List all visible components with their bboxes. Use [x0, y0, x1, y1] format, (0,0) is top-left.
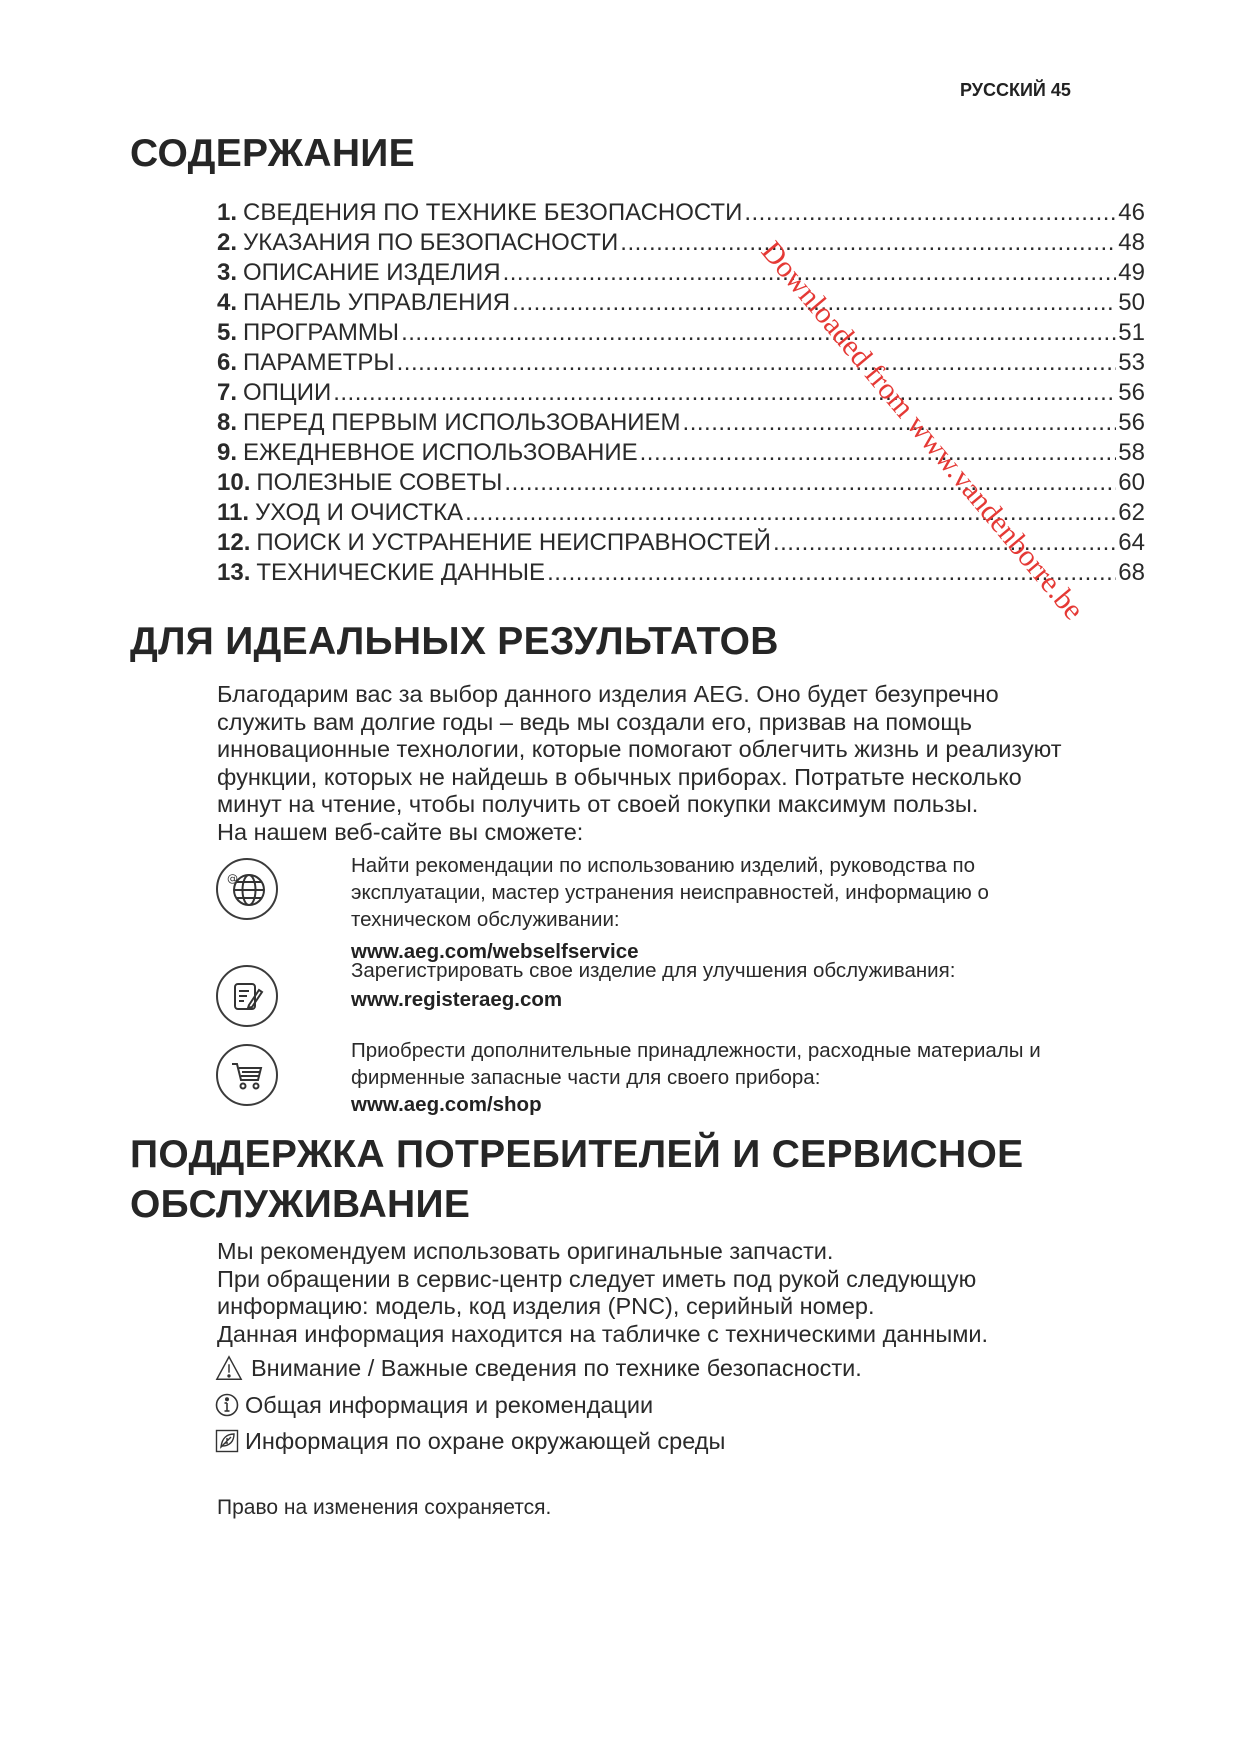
toc-item-title: ТЕХНИЧЕСКИЕ ДАННЫЕ	[256, 559, 546, 586]
table-of-contents	[217, 198, 1145, 588]
cart-icon	[216, 1044, 278, 1106]
toc-leader	[397, 348, 1117, 378]
toc-leader	[504, 468, 1116, 498]
toc-item-title: ПАРАМЕТРЫ	[243, 349, 395, 376]
toc-leader	[401, 318, 1116, 348]
info-icon	[215, 1391, 239, 1419]
toc-item[interactable]: 13. ТЕХНИЧЕСКИЕ ДАННЫЕ ..... 68	[217, 558, 1145, 588]
toc-item-title: ОПИСАНИЕ ИЗДЕЛИЯ	[243, 259, 501, 286]
toc-item-page: 62	[1118, 499, 1145, 526]
web-item-register: Зарегистрировать свое изделие для улучшения обслуживания: www.registeraeg.com	[351, 957, 1141, 1013]
toc-leader	[547, 558, 1116, 588]
toc-item-page: 51	[1118, 319, 1145, 346]
toc-leader	[620, 228, 1116, 258]
toc-item[interactable]: 4. ПАНЕЛЬ УПРАВЛЕНИЯ ..... 50	[217, 288, 1145, 318]
warning-icon	[215, 1354, 243, 1382]
toc-leader	[744, 198, 1116, 228]
toc-item[interactable]: 1. СВЕДЕНИЯ ПО ТЕХНИКЕ БЕЗОПАСНОСТИ ..... 46	[217, 198, 1145, 228]
register-link[interactable]: www.registeraeg.com	[351, 988, 563, 1011]
toc-item-title: ПОЛЕЗНЫЕ СОВЕТЫ	[256, 469, 503, 496]
toc-item[interactable]: 3. ОПИСАНИЕ ИЗДЕЛИЯ ..... 49	[217, 258, 1145, 288]
watermark-text: Downloaded from www.vandenborre.be	[754, 235, 1091, 627]
toc-item-title: ПОИСК И УСТРАНЕНИЕ НЕИСПРАВНОСТЕЙ	[256, 529, 771, 556]
web-item-webselfservice: Найти рекомендации по использованию изделий, руководства по эксплуатации, мастер устранения неисправностей, информацию о техническом обслуживании: www.aeg.com/webselfservice	[351, 852, 1141, 965]
toc-leader	[683, 408, 1117, 438]
toc-item-title: УКАЗАНИЯ ПО БЕЗОПАСНОСТИ	[243, 229, 619, 256]
results-intro: Благодарим вас за выбор данного изделия AEG. Оно будет безупречно служить вам долгие годы – ведь мы создали его, призвав на помощь инновационные технологии, которые помогают облегчить жизнь и реализуют функции, которых не найдешь в обычных приборах. Потратьте несколько минут на чтение, чтобы получить от своей покупки максимум пользы. На нашем веб-сайте вы сможете:	[217, 681, 1062, 845]
toc-item-title: ПАНЕЛЬ УПРАВЛЕНИЯ	[243, 289, 511, 316]
toc-item-title: СВЕДЕНИЯ ПО ТЕХНИКЕ БЕЗОПАСНОСТИ	[243, 199, 743, 226]
toc-title: СОДЕРЖАНИЕ	[130, 132, 415, 175]
toc-item-page: 50	[1118, 289, 1145, 316]
toc-item-title: ЕЖЕДНЕВНОЕ ИСПОЛЬЗОВАНИЕ	[243, 439, 638, 466]
toc-item-page: 60	[1118, 469, 1145, 496]
web-item-shop: Приобрести дополнительные принадлежности, расходные материалы и фирменные запасные части для своего прибора: www.aeg.com/shop	[351, 1037, 1141, 1118]
toc-item[interactable]: 9. ЕЖЕДНЕВНОЕ ИСПОЛЬЗОВАНИЕ ..... 58	[217, 438, 1145, 468]
toc-item[interactable]: 8. ПЕРЕД ПЕРВЫМ ИСПОЛЬЗОВАНИЕМ ..... 56	[217, 408, 1145, 438]
shop-link[interactable]: www.aeg.com/shop	[351, 1093, 542, 1116]
leaf-icon	[215, 1427, 239, 1455]
toc-item[interactable]: 11. УХОД И ОЧИСТКА ..... 62	[217, 498, 1145, 528]
legend-warning: Внимание / Важные сведения по технике безопасности.	[215, 1354, 862, 1382]
support-section-title: ПОДДЕРЖКА ПОТРЕБИТЕЛЕЙ И СЕРВИСНОЕ ОБСЛУЖИВАНИЕ	[130, 1133, 1024, 1226]
results-section-title: ДЛЯ ИДЕАЛЬНЫХ РЕЗУЛЬТАТОВ	[130, 620, 779, 663]
toc-leader	[333, 378, 1116, 408]
toc-item-page: 48	[1118, 229, 1145, 256]
svg-text:@: @	[227, 872, 238, 885]
toc-item[interactable]: 12. ПОИСК И УСТРАНЕНИЕ НЕИСПРАВНОСТЕЙ ..... 64	[217, 528, 1145, 558]
toc-item-page: 64	[1118, 529, 1145, 556]
toc-item[interactable]: 6. ПАРАМЕТРЫ ..... 53	[217, 348, 1145, 378]
toc-leader	[640, 438, 1117, 468]
toc-item-title: ПЕРЕД ПЕРВЫМ ИСПОЛЬЗОВАНИЕМ	[243, 409, 681, 436]
toc-leader	[465, 498, 1116, 528]
footer-note: Право на изменения сохраняется.	[217, 1496, 552, 1519]
register-icon	[216, 965, 278, 1027]
page-header-label: РУССКИЙ 45	[960, 80, 1071, 100]
toc-item-page: 49	[1118, 259, 1145, 286]
toc-item[interactable]: 5. ПРОГРАММЫ ..... 51	[217, 318, 1145, 348]
toc-item-title: ОПЦИИ	[243, 379, 332, 406]
toc-item-page: 58	[1118, 439, 1145, 466]
toc-item[interactable]: 7. ОПЦИИ ..... 56	[217, 378, 1145, 408]
toc-item-title: ПРОГРАММЫ	[243, 319, 400, 346]
webselfservice-link[interactable]: www.aeg.com/webselfservice	[351, 940, 639, 963]
toc-item-title: УХОД И ОЧИСТКА	[255, 499, 464, 526]
toc-leader	[503, 258, 1117, 288]
legend-info: Общая информация и рекомендации	[215, 1391, 653, 1419]
toc-item-page: 53	[1118, 349, 1145, 376]
support-text: Мы рекомендуем использовать оригинальные запчасти. При обращении в сервис-центр следует иметь под рукой следующую информацию: модель, код изделия (PNC), серийный номер. Данная информация находится на табличке с техническими данными.	[217, 1238, 989, 1347]
toc-item-page: 46	[1118, 199, 1145, 226]
toc-item-page: 56	[1118, 379, 1145, 406]
toc-item[interactable]: 2. УКАЗАНИЯ ПО БЕЗОПАСНОСТИ ..... 48	[217, 228, 1145, 258]
globe-icon	[216, 858, 278, 920]
toc-leader	[512, 288, 1116, 318]
toc-leader	[773, 528, 1116, 558]
legend-environment: Информация по охране окружающей среды	[215, 1427, 725, 1455]
toc-item[interactable]: 10. ПОЛЕЗНЫЕ СОВЕТЫ ..... 60	[217, 468, 1145, 498]
toc-item-page: 68	[1118, 559, 1145, 586]
toc-item-page: 56	[1118, 409, 1145, 436]
